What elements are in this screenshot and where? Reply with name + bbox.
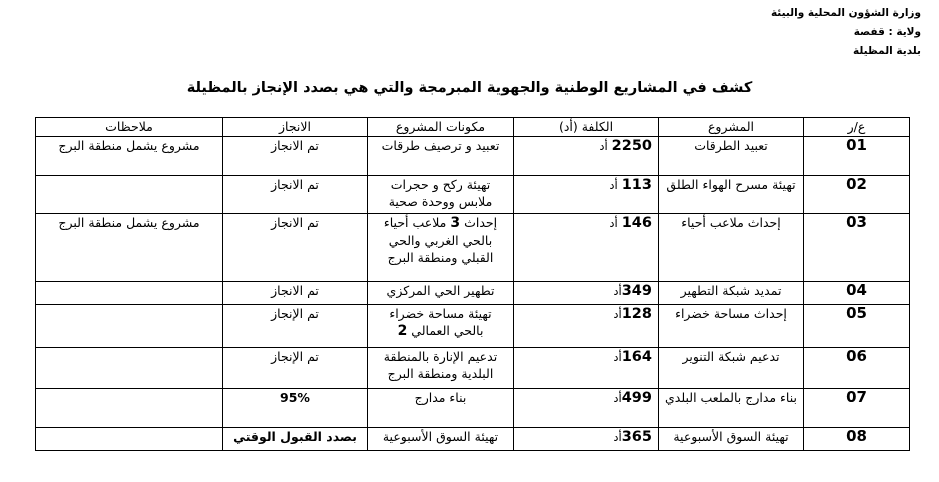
header-achievement: الانجاز [223, 118, 368, 137]
row-number: 04 [804, 282, 910, 305]
header-cost: الكلفة (أد) [514, 118, 659, 137]
project-achievement: تم الانجاز [223, 214, 368, 282]
table-row [36, 282, 910, 305]
ministry-name: وزارة الشؤون المحلية والبيئة [770, 7, 921, 19]
table-row [36, 176, 910, 214]
governorate-name: ولاية : قفصة [853, 26, 921, 38]
project-name: تهيئة السوق الأسبوعية [659, 428, 804, 451]
project-notes [36, 348, 223, 389]
cost-value: 146 [621, 215, 652, 231]
project-achievement: تم الإنجاز [223, 348, 368, 389]
project-cost [514, 282, 659, 305]
project-notes [36, 305, 223, 348]
project-notes [36, 389, 223, 428]
project-name: إحداث ملاعب أحياء [659, 214, 804, 282]
header-components: مكونات المشروع [368, 118, 514, 137]
project-achievement: تم الانجاز [223, 176, 368, 214]
project-notes: مشروع يشمل منطقة البرج [36, 137, 223, 176]
project-cost [514, 137, 659, 176]
cost-unit: أد [613, 307, 622, 321]
project-achievement: تم الانجاز [223, 282, 368, 305]
table-row [36, 389, 910, 428]
cost-unit: أد [613, 391, 622, 405]
cost-unit: أد [613, 284, 622, 298]
components-count: 2 [397, 323, 408, 339]
project-name: تهيئة مسرح الهواء الطلق [659, 176, 804, 214]
project-cost [514, 428, 659, 451]
project-components: تهيئة ركح و حجرات ملابس ووحدة صحية [368, 176, 514, 214]
project-cost [514, 389, 659, 428]
row-number: 07 [804, 389, 910, 428]
cost-value: 113 [621, 177, 652, 193]
project-cost [514, 214, 659, 282]
cost-unit: أد [599, 139, 608, 153]
cost-unit: أد [609, 216, 618, 230]
project-achievement: 95% [223, 389, 368, 428]
project-name: بناء مدارج بالملعب البلدي [659, 389, 804, 428]
project-name: إحداث مساحة خضراء [659, 305, 804, 348]
components-count: 3 [450, 215, 461, 231]
table-row [36, 137, 910, 176]
project-name: تمديد شبكة التطهير [659, 282, 804, 305]
cost-value: 349 [621, 283, 652, 299]
components-text: ملاعب أحياء بالحي الغربي والحي القبلي ومنطقة البرج [383, 215, 494, 265]
project-components: تهيئة السوق الأسبوعية [368, 428, 514, 451]
header-project: المشروع [659, 118, 804, 137]
project-achievement: تم الإنجاز [223, 305, 368, 348]
cost-unit: أد [609, 178, 618, 192]
project-cost [514, 176, 659, 214]
table-row [36, 305, 910, 348]
header-number: ع/ر [804, 118, 910, 137]
row-number: 01 [804, 137, 910, 176]
project-components: تعبيد و ترصيف طرقات [368, 137, 514, 176]
cost-value: 164 [621, 349, 652, 365]
row-number: 03 [804, 214, 910, 282]
row-number: 02 [804, 176, 910, 214]
project-components: بناء مدارج [368, 389, 514, 428]
table-row [36, 428, 910, 451]
project-notes [36, 176, 223, 214]
components-text: إحداث [464, 215, 498, 230]
project-components: تطهير الحي المركزي [368, 282, 514, 305]
cost-unit: أد [613, 430, 622, 444]
row-number: 05 [804, 305, 910, 348]
table-row [36, 214, 910, 282]
project-achievement: بصدد القبول الوقتي [223, 428, 368, 451]
project-cost [514, 305, 659, 348]
header-block [771, 4, 921, 61]
project-cost [514, 348, 659, 389]
cost-value: 2250 [611, 138, 652, 154]
components-text: تهيئة مساحة خضراء بالحي العمالي [389, 306, 492, 338]
project-notes [36, 428, 223, 451]
table-header-row [36, 118, 910, 137]
project-notes [36, 282, 223, 305]
project-achievement: تم الانجاز [223, 137, 368, 176]
project-name: تعبيد الطرقات [659, 137, 804, 176]
row-number: 06 [804, 348, 910, 389]
project-components [368, 214, 514, 282]
cost-unit: أد [613, 350, 622, 364]
cost-value: 128 [621, 306, 652, 322]
table-row [36, 348, 910, 389]
page-title: كشف في المشاريع الوطنية والجهوية المبرمجة والتي هي بصدد الإنجاز بالمظيلة [186, 80, 753, 96]
row-number: 08 [804, 428, 910, 451]
projects-table [35, 117, 910, 451]
cost-value: 499 [621, 390, 652, 406]
project-notes: مشروع يشمل منطقة البرج [36, 214, 223, 282]
cost-value: 365 [621, 429, 652, 445]
header-notes: ملاحظات [36, 118, 223, 137]
project-name: تدعيم شبكة التنوير [659, 348, 804, 389]
project-components: تدعيم الإنارة بالمنطقة البلدية ومنطقة البرج [368, 348, 514, 389]
municipality-name: بلدية المظيلة [852, 45, 921, 57]
project-components [368, 305, 514, 348]
